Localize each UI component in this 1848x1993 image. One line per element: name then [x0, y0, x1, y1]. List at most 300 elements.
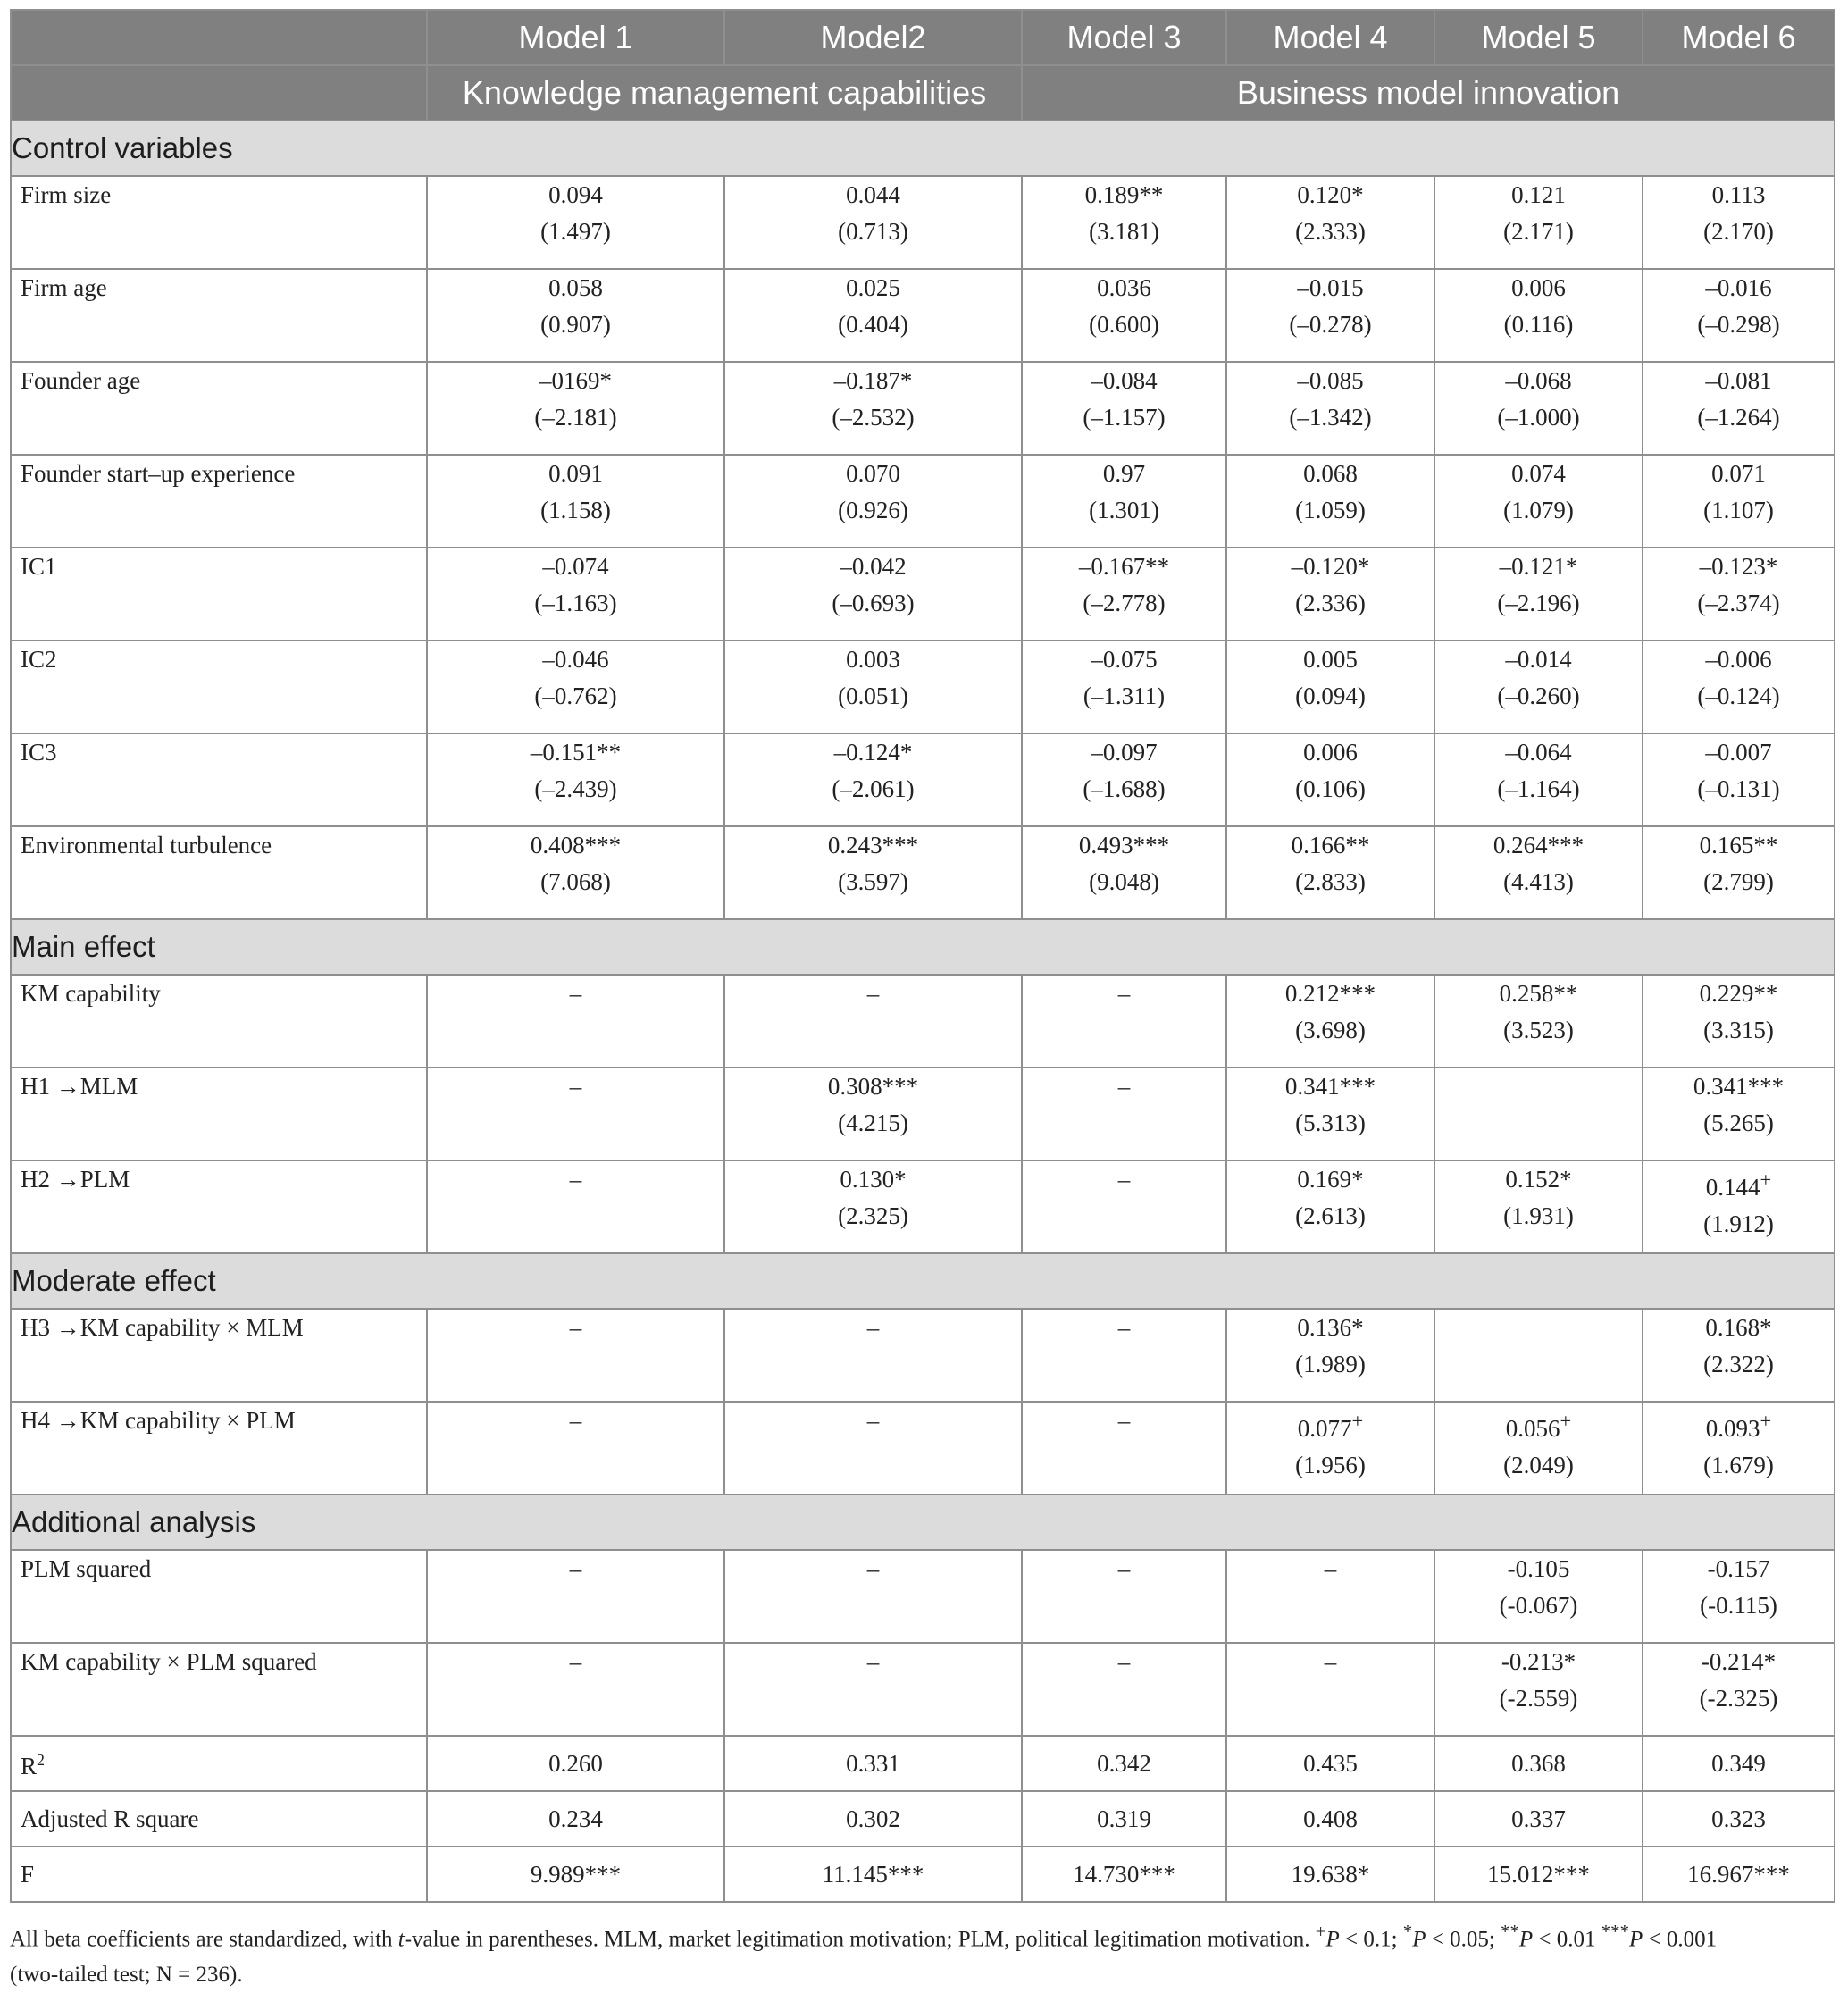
value-cell	[1643, 1402, 1835, 1495]
value-cell	[1226, 269, 1434, 362]
coefficient: 0.408***	[530, 832, 622, 858]
value-cell	[1022, 1402, 1226, 1495]
coefficient: 0.074	[1511, 460, 1566, 487]
t-value: (–0.260)	[1497, 682, 1580, 709]
t-value: (0.051)	[838, 682, 908, 709]
t-value: (3.597)	[838, 868, 908, 895]
section-header-row	[11, 1495, 1835, 1550]
value-cell	[427, 826, 724, 919]
coefficient: –	[1324, 1555, 1337, 1582]
value-cell	[427, 362, 724, 455]
t-value: (2.170)	[1703, 218, 1774, 245]
coefficient: –0.121*	[1499, 553, 1578, 580]
t-value: (0.713)	[838, 218, 908, 245]
row-label: Firm size	[11, 176, 427, 269]
row-label: IC1	[11, 548, 427, 641]
value-cell	[427, 1068, 724, 1160]
value-cell	[1434, 733, 1643, 826]
value-cell	[1434, 1160, 1643, 1253]
value-cell	[724, 975, 1022, 1068]
value-cell	[427, 176, 724, 269]
coefficient: –	[569, 1407, 582, 1434]
value-cell	[1226, 1160, 1434, 1253]
value-cell: 0.435	[1226, 1736, 1434, 1791]
coefficient: –	[569, 980, 582, 1007]
t-value: (0.926)	[838, 497, 908, 523]
coefficient: 0.025	[846, 274, 900, 301]
t-value: (1.107)	[1703, 497, 1774, 523]
value-cell	[724, 733, 1022, 826]
coefficient: –	[866, 1648, 880, 1675]
table-row	[11, 1643, 1835, 1736]
group-header: Knowledge management capabilities	[427, 65, 1022, 121]
header-corner-cell	[11, 10, 427, 65]
summary-row	[11, 1846, 1835, 1902]
value-cell	[1643, 1643, 1835, 1736]
value-cell: 0.408	[1226, 1791, 1434, 1846]
t-value: (1.956)	[1295, 1452, 1366, 1478]
table-row	[11, 975, 1835, 1068]
coefficient: 0.258**	[1499, 980, 1578, 1007]
coefficient: 0.308***	[827, 1073, 919, 1100]
value-cell	[724, 176, 1022, 269]
row-label: H4 →KM capability × PLM	[11, 1402, 427, 1495]
t-value: (–0.298)	[1697, 311, 1780, 338]
t-value: (2.833)	[1295, 868, 1366, 895]
coefficient: 0.036	[1097, 274, 1151, 301]
coefficient: –	[1117, 1314, 1131, 1341]
coefficient: –	[1324, 1648, 1337, 1675]
value-cell: 16.967***	[1643, 1846, 1835, 1902]
t-value: (0.116)	[1503, 311, 1574, 338]
coefficient: –0.064	[1505, 739, 1572, 766]
coefficient: –0.006	[1705, 646, 1772, 673]
coefficient: 0.165**	[1699, 832, 1778, 858]
value-cell	[724, 1068, 1022, 1160]
t-value: (2.325)	[838, 1202, 908, 1229]
footnote-line: All beta coefficients are standardized, with t-value in parentheses. MLM, market legitimation motivation; PLM, political legitimation motivation. +P < 0.1; *P < 0.05; **P < 0.01 ***P < 0.001	[10, 1921, 1718, 1952]
t-value: (4.413)	[1503, 868, 1574, 895]
value-cell: 0.302	[724, 1791, 1022, 1846]
value-cell	[724, 1402, 1022, 1495]
model-header: Model 5	[1434, 10, 1643, 65]
footnote-line: (two-tailed test; N = 236).	[10, 1963, 243, 1988]
value-cell	[1643, 733, 1835, 826]
value-cell: 0.319	[1022, 1791, 1226, 1846]
coefficient: 0.144+	[1705, 1168, 1772, 1201]
section-title: Main effect	[11, 919, 1835, 975]
t-value: (1.079)	[1503, 497, 1574, 523]
group-header: Business model innovation	[1022, 65, 1835, 121]
value-cell	[1643, 975, 1835, 1068]
value-cell	[1226, 1402, 1434, 1495]
value-cell	[427, 1643, 724, 1736]
value-cell	[1226, 176, 1434, 269]
coefficient: –0.007	[1705, 739, 1772, 766]
value-cell: 0.337	[1434, 1791, 1643, 1846]
t-value: (–0.762)	[534, 682, 617, 709]
t-value: (2.171)	[1503, 218, 1574, 245]
coefficient: –0.068	[1505, 367, 1572, 394]
value-cell	[1226, 641, 1434, 733]
row-label	[11, 1791, 427, 1846]
coefficient: 0.189**	[1084, 181, 1164, 208]
coefficient: 0.093+	[1705, 1410, 1772, 1442]
table-row	[11, 733, 1835, 826]
value-cell	[724, 826, 1022, 919]
t-value: (1.059)	[1295, 497, 1366, 523]
t-value: (-2.325)	[1699, 1685, 1778, 1712]
table-row	[11, 1309, 1835, 1402]
t-value: (3.315)	[1703, 1017, 1774, 1043]
section-header-row	[11, 121, 1835, 176]
value-cell	[1022, 269, 1226, 362]
value-cell	[427, 1402, 724, 1495]
value-cell	[724, 548, 1022, 641]
coefficient: 0.068	[1303, 460, 1358, 487]
value-cell	[1643, 176, 1835, 269]
value-cell	[1434, 1643, 1643, 1736]
row-label: IC2	[11, 641, 427, 733]
row-label: Firm age	[11, 269, 427, 362]
coefficient: –	[569, 1648, 582, 1675]
value-cell	[724, 1309, 1022, 1402]
t-value: (5.313)	[1295, 1110, 1366, 1136]
t-value: (–0.278)	[1289, 311, 1372, 338]
row-label: Environmental turbulence	[11, 826, 427, 919]
value-cell: 0.234	[427, 1791, 724, 1846]
t-value: (2.322)	[1703, 1351, 1774, 1378]
section-header-row	[11, 919, 1835, 975]
t-value: (–2.778)	[1083, 590, 1166, 616]
coefficient: 0.229**	[1699, 980, 1778, 1007]
coefficient: 0.070	[846, 460, 900, 487]
coefficient: 0.166**	[1291, 832, 1370, 858]
value-cell	[1226, 362, 1434, 455]
coefficient: –	[1117, 1648, 1131, 1675]
coefficient: –	[1117, 1166, 1131, 1193]
model-header: Model 4	[1226, 10, 1434, 65]
value-cell: 19.638*	[1226, 1846, 1434, 1902]
value-cell	[1022, 975, 1226, 1068]
regression-results-table	[10, 9, 1835, 1903]
value-cell	[1226, 1068, 1434, 1160]
coefficient: –	[866, 1407, 880, 1434]
t-value: (1.301)	[1089, 497, 1159, 523]
value-cell: 0.349	[1643, 1736, 1835, 1791]
coefficient: –0.042	[840, 553, 907, 580]
table-row	[11, 1160, 1835, 1253]
t-value: (1.989)	[1295, 1351, 1366, 1378]
t-value: (1.912)	[1703, 1210, 1774, 1237]
table-row	[11, 269, 1835, 362]
value-cell	[1022, 1068, 1226, 1160]
t-value: (2.049)	[1503, 1452, 1574, 1478]
value-cell	[1226, 826, 1434, 919]
value-cell	[724, 455, 1022, 548]
row-label: KM capability	[11, 975, 427, 1068]
t-value: (–0.124)	[1697, 682, 1780, 709]
section-title: Additional analysis	[11, 1495, 1835, 1550]
coefficient: –0.075	[1091, 646, 1158, 673]
value-cell	[1226, 455, 1434, 548]
section-header-row	[11, 1253, 1835, 1309]
coefficient: –0.151**	[530, 739, 622, 766]
t-value: (–0.693)	[832, 590, 915, 616]
t-value: (0.404)	[838, 311, 908, 338]
coefficient: –	[569, 1073, 582, 1100]
row-label: KM capability × PLM squared	[11, 1643, 427, 1736]
t-value: (3.698)	[1295, 1017, 1366, 1043]
t-value: (2.799)	[1703, 868, 1774, 895]
t-value: (4.215)	[838, 1110, 908, 1136]
t-value: (–0.131)	[1697, 775, 1780, 802]
t-value: (-2.559)	[1499, 1685, 1578, 1712]
value-cell	[1434, 176, 1643, 269]
value-cell	[1643, 1550, 1835, 1643]
table-row	[11, 362, 1835, 455]
row-label: IC3	[11, 733, 427, 826]
value-cell: 0.342	[1022, 1736, 1226, 1791]
t-value: (–2.532)	[832, 404, 915, 431]
coefficient: –	[1117, 1073, 1131, 1100]
t-value: (–1.342)	[1289, 404, 1372, 431]
value-cell	[1434, 1309, 1643, 1402]
value-cell	[1022, 1160, 1226, 1253]
value-cell	[724, 269, 1022, 362]
coefficient: –	[866, 1314, 880, 1341]
value-cell	[427, 548, 724, 641]
t-value: (-0.115)	[1700, 1592, 1777, 1619]
coefficient: 0.97	[1102, 460, 1146, 487]
section-title: Moderate effect	[11, 1253, 1835, 1309]
model-header: Model 3	[1022, 10, 1226, 65]
value-cell	[1022, 1550, 1226, 1643]
coefficient: -0.213*	[1501, 1648, 1576, 1675]
value-cell	[1226, 1550, 1434, 1643]
value-cell	[427, 733, 724, 826]
coefficient: –	[569, 1166, 582, 1193]
coefficient: 0.044	[846, 181, 900, 208]
coefficient: 0.136*	[1297, 1314, 1364, 1341]
coefficient: –	[1117, 980, 1131, 1007]
coefficient: 0.152*	[1505, 1166, 1572, 1193]
coefficient: 0.094	[548, 181, 603, 208]
coefficient: 0.006	[1303, 739, 1358, 766]
value-cell: 0.368	[1434, 1736, 1643, 1791]
value-cell	[1434, 975, 1643, 1068]
coefficient: 0.341***	[1284, 1073, 1376, 1100]
t-value: (–2.439)	[534, 775, 617, 802]
t-value: (–2.196)	[1497, 590, 1580, 616]
row-label: Founder age	[11, 362, 427, 455]
t-value: (3.523)	[1503, 1017, 1574, 1043]
value-cell	[724, 1160, 1022, 1253]
row-label: Founder start–up experience	[11, 455, 427, 548]
value-cell	[724, 362, 1022, 455]
header-corner-cell	[11, 65, 427, 121]
value-cell	[427, 455, 724, 548]
value-cell	[1643, 641, 1835, 733]
value-cell	[1643, 269, 1835, 362]
value-cell	[427, 975, 724, 1068]
coefficient: 0.120*	[1297, 181, 1364, 208]
section-title: Control variables	[11, 121, 1835, 176]
value-cell	[1434, 1068, 1643, 1160]
t-value: (1.679)	[1703, 1452, 1774, 1478]
coefficient: –0.097	[1091, 739, 1158, 766]
value-cell	[1022, 362, 1226, 455]
t-value: (1.931)	[1503, 1202, 1574, 1229]
table-row	[11, 548, 1835, 641]
model-header: Model 1	[427, 10, 724, 65]
row-label	[11, 1736, 427, 1791]
t-value: (–1.264)	[1697, 404, 1780, 431]
table-row	[11, 455, 1835, 548]
value-cell	[427, 1160, 724, 1253]
value-cell	[1434, 641, 1643, 733]
model-header-row	[11, 10, 1835, 65]
coefficient: –0.123*	[1699, 553, 1778, 580]
coefficient: 0.168*	[1705, 1314, 1772, 1341]
value-cell	[1643, 826, 1835, 919]
t-value: (2.333)	[1295, 218, 1366, 245]
t-value: (1.497)	[540, 218, 611, 245]
value-cell	[1434, 1550, 1643, 1643]
t-value: (–2.374)	[1697, 590, 1780, 616]
coefficient: -0.214*	[1701, 1648, 1777, 1675]
value-cell	[1022, 733, 1226, 826]
coefficient: -0.157	[1707, 1555, 1770, 1582]
value-cell	[1643, 1068, 1835, 1160]
value-cell	[1434, 1402, 1643, 1495]
t-value: (0.907)	[540, 311, 611, 338]
coefficient: 0.121	[1511, 181, 1566, 208]
coefficient: –0169*	[539, 367, 612, 394]
value-cell	[1226, 1643, 1434, 1736]
value-cell: 0.331	[724, 1736, 1022, 1791]
value-cell	[427, 269, 724, 362]
coefficient: –0.187*	[833, 367, 913, 394]
coefficient: 0.341***	[1693, 1073, 1785, 1100]
coefficient: 0.243***	[827, 832, 919, 858]
value-cell	[724, 1643, 1022, 1736]
value-cell	[1022, 1643, 1226, 1736]
summary-row	[11, 1791, 1835, 1846]
model-header: Model2	[724, 10, 1022, 65]
coefficient: 0.169*	[1297, 1166, 1364, 1193]
t-value: (–1.163)	[534, 590, 617, 616]
coefficient: 0.113	[1711, 181, 1766, 208]
value-cell	[1226, 548, 1434, 641]
coefficient: –0.167**	[1078, 553, 1170, 580]
coefficient: –	[866, 980, 880, 1007]
coefficient: 0.091	[548, 460, 603, 487]
coefficient: 0.058	[548, 274, 603, 301]
coefficient: –	[1117, 1555, 1131, 1582]
t-value: (–1.000)	[1497, 404, 1580, 431]
value-cell	[1643, 1309, 1835, 1402]
table-row	[11, 1068, 1835, 1160]
value-cell	[1643, 362, 1835, 455]
coefficient: –	[1117, 1407, 1131, 1434]
value-cell	[427, 641, 724, 733]
value-cell	[1022, 548, 1226, 641]
table-row	[11, 176, 1835, 269]
coefficient: 0.006	[1511, 274, 1566, 301]
value-cell	[1434, 362, 1643, 455]
value-cell: 14.730***	[1022, 1846, 1226, 1902]
t-value: (2.613)	[1295, 1202, 1366, 1229]
coefficient: 0.212***	[1284, 980, 1376, 1007]
t-value: (9.048)	[1089, 868, 1159, 895]
value-cell	[427, 1550, 724, 1643]
row-label: H2 →PLM	[11, 1160, 427, 1253]
row-label: H1 →MLM	[11, 1068, 427, 1160]
value-cell	[1434, 455, 1643, 548]
coefficient: 0.264***	[1493, 832, 1585, 858]
coefficient: –0.016	[1705, 274, 1772, 301]
coefficient: –0.046	[542, 646, 609, 673]
coefficient: –0.014	[1505, 646, 1572, 673]
coefficient: –	[866, 1555, 880, 1582]
value-cell	[1022, 455, 1226, 548]
value-cell: 15.012***	[1434, 1846, 1643, 1902]
t-value: (–1.311)	[1083, 682, 1166, 709]
coefficient: –0.074	[542, 553, 609, 580]
row-label: PLM squared	[11, 1550, 427, 1643]
t-value: (5.265)	[1703, 1110, 1774, 1136]
coefficient: –	[569, 1314, 582, 1341]
coefficient: –0.081	[1705, 367, 1772, 394]
value-cell	[1022, 176, 1226, 269]
t-value: (–1.688)	[1083, 775, 1166, 802]
model-header: Model 6	[1643, 10, 1835, 65]
value-cell	[1226, 1309, 1434, 1402]
row-label-text: F	[21, 1860, 35, 1888]
value-cell	[1643, 455, 1835, 548]
coefficient: 0.003	[846, 646, 900, 673]
value-cell: 9.989***	[427, 1846, 724, 1902]
coefficient: 0.130*	[840, 1166, 907, 1193]
value-cell	[1434, 269, 1643, 362]
value-cell: 0.260	[427, 1736, 724, 1791]
coefficient: –0.084	[1091, 367, 1158, 394]
t-value: (3.181)	[1089, 218, 1159, 245]
table-row	[11, 1550, 1835, 1643]
t-value: (1.158)	[540, 497, 611, 523]
row-label-superscript: 2	[37, 1751, 46, 1769]
table-row	[11, 641, 1835, 733]
coefficient: 0.493***	[1078, 832, 1170, 858]
t-value: (–1.164)	[1497, 775, 1580, 802]
coefficient: –0.124*	[833, 739, 913, 766]
coefficient: 0.056+	[1505, 1410, 1572, 1442]
summary-row	[11, 1736, 1835, 1791]
t-value: (2.336)	[1295, 590, 1366, 616]
row-label-text: R	[21, 1753, 38, 1779]
t-value: (7.068)	[540, 868, 611, 895]
value-cell	[1022, 641, 1226, 733]
t-value: (0.094)	[1295, 682, 1366, 709]
value-cell	[1434, 826, 1643, 919]
value-cell	[1643, 548, 1835, 641]
coefficient: 0.071	[1711, 460, 1766, 487]
coefficient: –0.120*	[1291, 553, 1370, 580]
value-cell	[427, 1309, 724, 1402]
t-value: (0.106)	[1295, 775, 1366, 802]
value-cell: 0.323	[1643, 1791, 1835, 1846]
